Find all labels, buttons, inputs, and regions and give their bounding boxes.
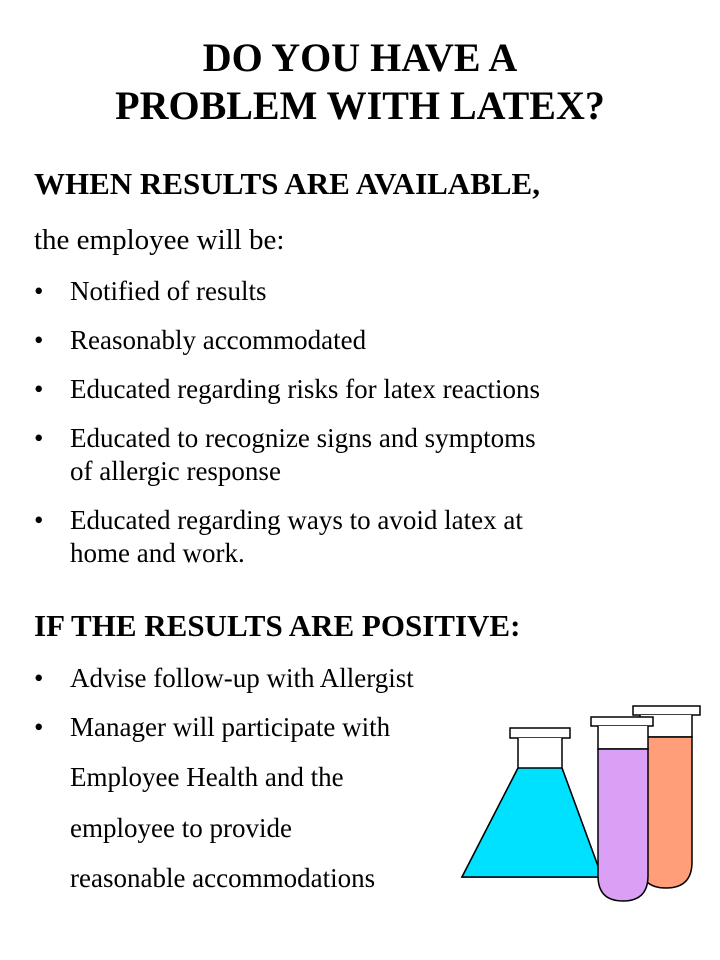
list-item-text: Advise follow-up with Allergist <box>70 663 414 693</box>
bullet-glyph: • <box>34 276 44 306</box>
title-line-1: DO YOU HAVE A <box>202 35 518 80</box>
bullet-glyph: • <box>34 325 44 355</box>
bullet-glyph: • <box>34 663 44 693</box>
tube-liquid <box>598 749 648 901</box>
list-item <box>0 504 720 570</box>
flask-liquid <box>462 768 602 877</box>
list-item-text: Reasonably accommodated <box>70 325 367 355</box>
list-item <box>0 275 720 308</box>
list-item-text: Educated regarding ways to avoid latex at <box>70 505 523 535</box>
list-item <box>0 373 720 406</box>
list-item-text: Manager will participate with <box>70 712 391 742</box>
bullet-glyph: • <box>34 712 44 742</box>
results-bullet-list <box>0 275 720 586</box>
list-item-text: Notified of results <box>70 276 267 306</box>
bullet-glyph: • <box>34 505 44 535</box>
section-heading-results-positive: IF THE RESULTS ARE POSITIVE: <box>34 608 521 643</box>
bullet-glyph: • <box>34 374 44 404</box>
flask-icon <box>462 728 602 877</box>
bullet-glyph: • <box>34 423 44 453</box>
list-item-text: Educated regarding risks for latex reactions <box>70 374 541 404</box>
list-item-text: Educated to recognize signs and symptoms <box>70 423 536 453</box>
page-title <box>0 34 720 130</box>
title-line-2: PROBLEM WITH LATEX? <box>115 83 605 128</box>
list-item-text: home and work. <box>70 538 245 568</box>
list-item-text: of allergic response <box>70 456 281 486</box>
continuation-line: reasonable accommodations <box>70 863 376 893</box>
test-tube-icon <box>591 717 653 901</box>
continuation-line: Employee Health and the <box>70 762 344 792</box>
section-subheading: the employee will be: <box>34 224 285 256</box>
list-item <box>0 662 720 695</box>
continuation-line: employee to provide <box>70 813 292 843</box>
lab-glassware-illustration <box>460 700 710 910</box>
list-item <box>0 324 720 357</box>
section-heading-results-available: WHEN RESULTS ARE AVAILABLE, <box>34 166 540 201</box>
list-item <box>0 422 720 488</box>
